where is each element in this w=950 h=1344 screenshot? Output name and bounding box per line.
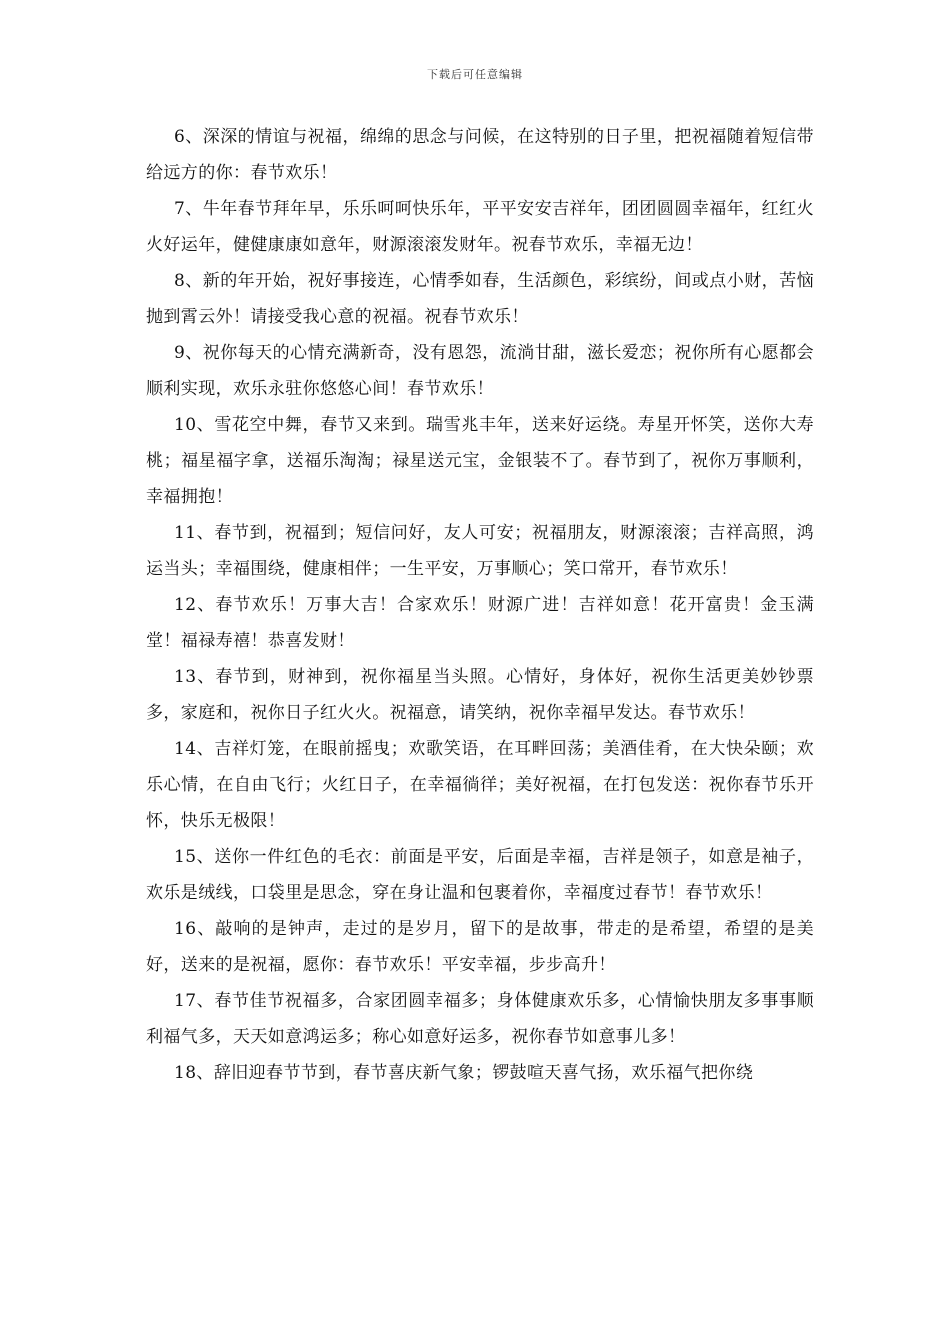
paragraph-6: 6、深深的情谊与祝福，绵绵的思念与问候，在这特别的日子里，把祝福随着短信带给远方的你：春节欢乐！ xyxy=(146,127,814,183)
paragraph-13: 13、春节到，财神到，祝你福星当头照。心情好，身体好，祝你生活更美妙钞票多，家庭和，祝你日子红火火。祝福意，请笑纳，祝你幸福早发达。春节欢乐！ xyxy=(146,667,814,723)
paragraph-8: 8、新的年开始，祝好事接连，心情季如春，生活颜色，彩缤纷，间或点小财，苦恼抛到霄云外！请接受我心意的祝福。祝春节欢乐！ xyxy=(146,271,814,327)
paragraph-15: 15、送你一件红色的毛衣：前面是平安，后面是幸福，吉祥是领子，如意是袖子，欢乐是绒线，口袋里是思念，穿在身让温和包裹着你，幸福度过春节！春节欢乐！ xyxy=(146,847,814,903)
paragraph-11: 11、春节到，祝福到；短信问好，友人可安；祝福朋友，财源滚滚；吉祥高照，鸿运当头；幸福围绕，健康相伴；一生平安，万事顺心；笑口常开，春节欢乐！ xyxy=(146,523,814,579)
paragraph-10: 10、雪花空中舞，春节又来到。瑞雪兆丰年，送来好运绕。寿星开怀笑，送你大寿桃；福星福字拿，送福乐淘淘；禄星送元宝，金银装不了。春节到了，祝你万事顺利，幸福拥抱！ xyxy=(146,415,814,507)
paragraph-7: 7、牛年春节拜年早，乐乐呵呵快乐年，平平安安吉祥年，团团圆圆幸福年，红红火火好运年，健健康康如意年，财源滚滚发财年。祝春节欢乐，幸福无边！ xyxy=(146,199,814,255)
paragraph-14: 14、吉祥灯笼，在眼前摇曳；欢歌笑语，在耳畔回荡；美酒佳肴，在大快朵颐；欢乐心情，在自由飞行；火红日子，在幸福徜徉；美好祝福，在打包发送：祝你春节乐开怀，快乐无极限！ xyxy=(146,739,814,831)
paragraph-18: 18、辞旧迎春节节到，春节喜庆新气象；锣鼓喧天喜气扬，欢乐福气把你绕 xyxy=(174,1063,754,1083)
paragraph-12: 12、春节欢乐！万事大吉！合家欢乐！财源广进！吉祥如意！花开富贵！金玉满堂！福禄寿禧！恭喜发财！ xyxy=(146,595,814,651)
page-header: 下载后可任意编辑 xyxy=(427,68,523,81)
paragraph-17: 17、春节佳节祝福多，合家团圆幸福多；身体健康欢乐多，心情愉快朋友多事事顺利福气多，天天如意鸿运多；称心如意好运多，祝你春节如意事儿多！ xyxy=(146,991,814,1047)
document-body xyxy=(146,119,814,1091)
paragraph-9: 9、祝你每天的心情充满新奇，没有恩怨，流淌甘甜，滋长爱恋；祝你所有心愿都会顺利实现，欢乐永驻你悠悠心间！春节欢乐！ xyxy=(146,343,814,399)
paragraph-16: 16、敲响的是钟声，走过的是岁月，留下的是故事，带走的是希望，希望的是美好，送来的是祝福，愿你：春节欢乐！平安幸福，步步高升！ xyxy=(146,919,814,975)
